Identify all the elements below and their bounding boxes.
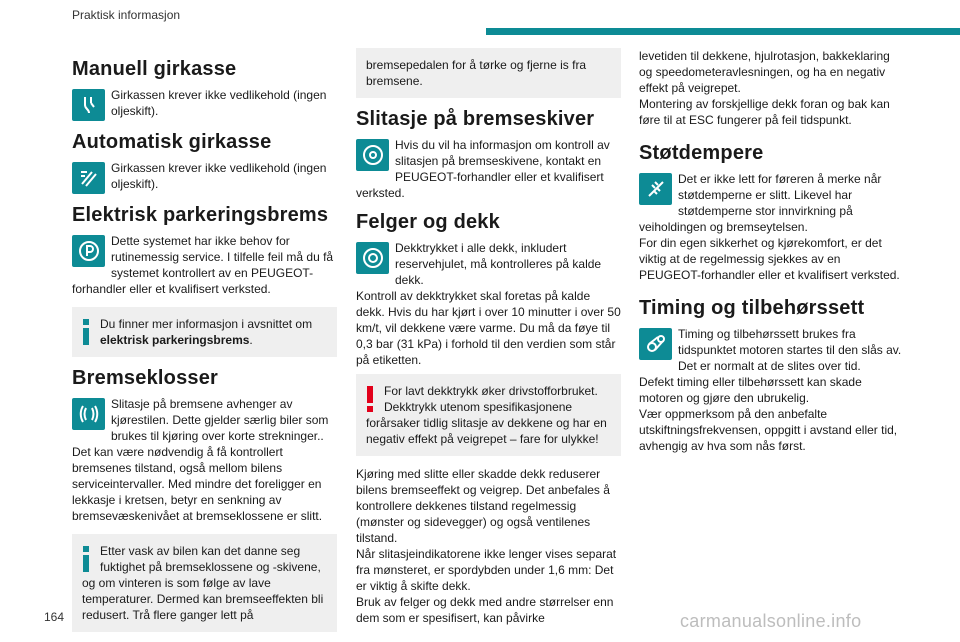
info-icon [82, 546, 90, 572]
automatic-gearbox-icon [72, 162, 105, 194]
timing-kit-text-3: Vær oppmerksom på den anbefalte utskiftningsfrekvensen, oppgitt i avstand eller tid, avhengig av hva som nås først. [639, 407, 898, 453]
tyre-icon [356, 242, 389, 274]
brake-pads-icon [72, 398, 105, 430]
shock-absorbers-text-2: For din egen sikkerhet og kjørekomfort, er det viktig at de regelmessig sjekkes av en PEUGEOT-forhandler eller et kvalifisert verksted. [639, 236, 900, 282]
watermark: carmanualsonline.info [680, 611, 862, 631]
heading-manual-gearbox: Manuell girkasse [72, 58, 237, 80]
wheels-tyres-text-1: Dekktrykket i alle dekk, inkludert reservehjulet, må kontrolleres på kalde dekk. [395, 241, 602, 287]
column-3 [639, 48, 904, 454]
brake-pads-info-box [72, 534, 337, 632]
wheels-tyres-text-4: Når slitasjeindikatorene ikke lenger vises separat fra mønsteret, er spordybden under 1,6 mm: Det er viktig å skifte dekk. [356, 547, 617, 593]
wheels-tyres-continued-2: Montering av forskjellige dekk foran og bak kan føre til at ESC fungerer på feil tidspunkt. [639, 97, 890, 127]
section-header: Praktisk informasjon [72, 8, 181, 22]
parking-brake-icon [72, 235, 105, 267]
parking-brake-info-text: Du finner mer informasjon i avsnittet om [100, 317, 313, 331]
timing-belt-icon [639, 328, 672, 360]
automatic-gearbox-text: Girkassen krever ikke vedlikehold (ingen oljeskift). [111, 161, 327, 191]
page-number: 164 [44, 610, 65, 624]
heading-brake-discs: Slitasje på bremseskiver [356, 108, 595, 130]
wheels-tyres-text-2: Kontroll av dekktrykket skal foretas på kalde dekk. Hvis du har kjørt i over 10 minutter i over 50 km/t, vil dekkene være varme. Du må da føye til 0,3 bar (31 kPa) i forhold til den verdien som står på etiketten. [356, 289, 621, 367]
heading-wheels-tyres: Felger og dekk [356, 211, 500, 233]
brake-discs-paragraph [356, 137, 621, 201]
column-1 [72, 48, 337, 642]
brake-pads-text: Slitasje på bremsene avhenger av kjørestilen. Dette gjelder særlig biler som brukes til kjøring over korte strekninger.. Det kan være nødvendig å få kontrollert bremsenes tilstand, også mellom bilens serviceintervaller. Med mindre det foreligger en lekkasje i kretsen, betyr en senkning av bremsevæskenivået at bremseklossene er slitt. [72, 397, 329, 523]
brake-pads-info-text: Etter vask av bilen kan det danne seg fuktighet på bremseklossene og -skivene, og om vinteren is som følge av lave temperaturer. Dermed kan bremseeffekten bli redusert. Trå flere ganger lett på [82, 544, 324, 622]
brake-pads-paragraph [72, 396, 337, 524]
parking-brake-info-box [72, 307, 337, 357]
gearbox-icon [72, 89, 105, 121]
brake-pads-info-box-continued [356, 48, 621, 98]
parking-brake-text: Dette systemet har ikke behov for rutinemessig service. I tilfelle feil må du få systemet kontrollert av en PEUGEOT-forhandler eller et kvalifisert verksted. [72, 234, 334, 296]
wheels-tyres-text-3: Kjøring med slitte eller skadde dekk reduserer bilens bremseeffekt og veigrep. Det anbefales å kontrollere dekkenes tilstand regelmessig (mønster og sidevegger) og også ventilenes tilstand. [356, 467, 610, 545]
parking-brake-paragraph [72, 233, 337, 297]
timing-kit-text-2: Defekt timing eller tilbehørssett kan skade motoren og gjøre den ubrukelig. [639, 375, 862, 405]
brake-pads-info-continued-text: bremsepedalen for å tørke og fjerne is fra bremsene. [366, 58, 587, 88]
warning-icon [366, 386, 374, 412]
wheels-tyres-continued-1: levetiden til dekkene, hjulrotasjon, bakkeklaring og speedometeravlesningen, og ha en negativ effekt på veigrepet. [639, 49, 890, 95]
shock-absorbers-paragraph-1 [639, 171, 904, 235]
parking-brake-info-link: elektrisk parkeringsbrems [100, 333, 250, 347]
heading-parking-brake: Elektrisk parkeringsbrems [72, 204, 329, 226]
tyre-warning-text: For lavt dekktrykk øker drivstofforbruket. Dekktrykk utenom spesifikasjonene forårsaker tidlig slitasje av dekkene og har en negativ effekt på veigrepet – fare for ulykke! [366, 384, 607, 446]
wheels-tyres-text-5: Bruk av felger og dekk med andre størrelser enn dem som er spesifisert, kan påvirke [356, 595, 614, 625]
shock-absorber-icon [639, 173, 672, 205]
info-icon [82, 319, 90, 345]
timing-kit-paragraph-1 [639, 326, 904, 374]
heading-shock-absorbers: Støtdempere [639, 142, 764, 164]
column-2 [356, 48, 621, 626]
heading-timing-kit: Timing og tilbehørssett [639, 297, 865, 319]
brake-discs-text: Hvis du vil ha informasjon om kontroll av slitasjen på bremseskivene, kontakt en PEUGEOT-forhandler eller et kvalifisert verksted. [356, 138, 610, 200]
heading-brake-pads: Bremseklosser [72, 367, 219, 389]
heading-automatic-gearbox: Automatisk girkasse [72, 131, 272, 153]
tyre-warning-box [356, 374, 621, 456]
header-accent-bar [486, 28, 960, 35]
brake-disc-icon [356, 139, 389, 171]
manual-gearbox-text: Girkassen krever ikke vedlikehold (ingen oljeskift). [111, 88, 327, 118]
parking-brake-info-end: . [249, 333, 253, 347]
timing-kit-text-1: Timing og tilbehørssett brukes fra tidspunktet motoren startes til den slås av. Det er normalt at de slites over tid. [678, 327, 902, 373]
wheels-tyres-paragraph-1 [356, 240, 621, 288]
manual-gearbox-paragraph [72, 87, 337, 121]
automatic-gearbox-paragraph [72, 160, 337, 194]
shock-absorbers-text-1: Det er ikke lett for føreren å merke når støtdemperne er slitt. Likevel har støtdemperne stor innvirkning på veiholdingen og bremseytelsen. [639, 172, 882, 234]
